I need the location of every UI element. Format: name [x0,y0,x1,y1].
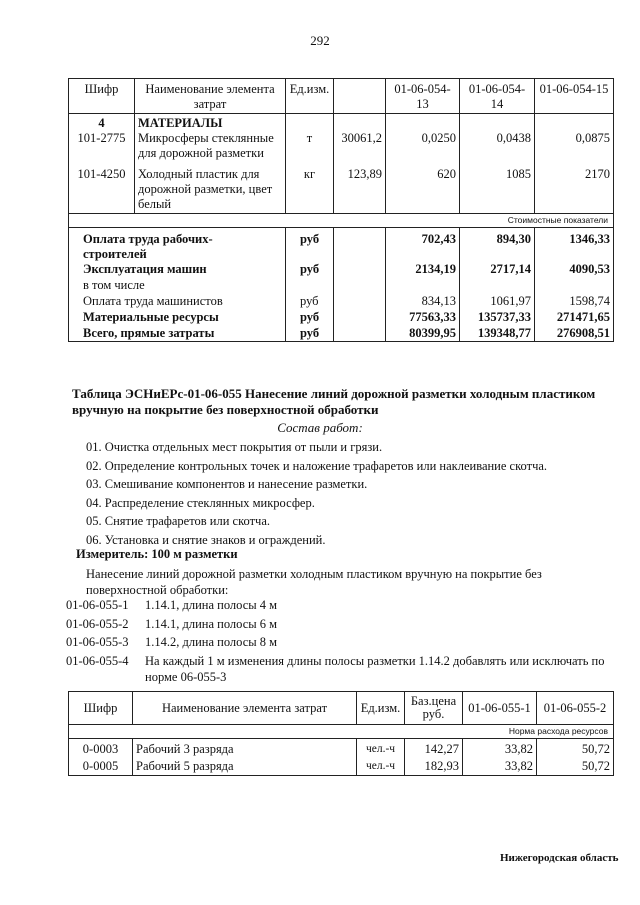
material-price: 30061,2 [341,131,382,145]
header-col-055-2: 01-06-055-2 [537,692,614,725]
section-title: Таблица ЭСНиЕРс-01-06-055 Нанесение линий дорожной разметки холодным пластиком вручную на покрытие без поверхностной обработки [72,386,596,417]
cost-value: 2134,19 [386,261,460,277]
cost-value: 80399,95 [386,325,460,342]
cost-empty [334,261,386,277]
work-step: 03. Смешивание компонентов и нанесение разметки. [86,477,368,491]
row-name: Рабочий 5 разряда [133,757,357,776]
material-value: 1085 [506,167,531,181]
row-value: 50,72 [537,757,614,776]
variant-text: 1.14.1, длина полосы 6 м [145,616,278,631]
cost-unit: руб [286,261,334,277]
cost-unit [286,277,334,293]
row-value: 33,82 [463,757,537,776]
work-step: 05. Снятие трафаретов или скотча. [86,514,271,528]
material-code: 101-4250 [77,167,126,181]
table-header-row [69,692,614,725]
material-name-line: белый [138,197,172,211]
cost-value [386,277,460,293]
header-unit: Ед.изм. [286,79,334,114]
header-name: Наименование элемента затрат [135,79,286,114]
cost-unit: руб [286,309,334,325]
material-value: 0,0875 [575,131,610,145]
cost-value: 702,43 [386,228,460,262]
cost-label-line: Оплата труда рабочих- [83,232,213,246]
header-col-054-14: 01-06-054-14 [460,79,535,114]
row-code: 0-0003 [69,739,133,758]
table-header-row [69,79,614,114]
col-054-15 [535,114,614,214]
cost-value: 77563,33 [386,309,460,325]
cost-empty [334,277,386,293]
materials-body [69,114,614,214]
row-value: 33,82 [463,739,537,758]
section-name: МАТЕРИАЛЫ [138,116,223,130]
cost-value: 1598,74 [535,293,614,309]
row-code: 0-0005 [69,757,133,776]
cost-empty [334,325,386,342]
material-unit: т [306,131,313,145]
code-column [69,114,135,214]
col-054-14 [460,114,535,214]
cost-row [69,228,614,262]
header-name: Наименование элемента затрат [133,692,357,725]
price-column [334,114,386,214]
cost-unit: руб [286,228,334,262]
variant-code: 01-06-055-3 [66,635,129,649]
variant-text: 1.14.2, длина полосы 8 м [145,635,278,649]
cost-row [69,277,614,293]
cost-empty [334,309,386,325]
section-code: 4 [98,116,105,130]
variant-item [66,597,626,613]
resource-table-054 [68,78,614,342]
cost-value: 2717,14 [460,261,535,277]
cost-label: Материальные ресурсы [69,309,286,325]
cost-row [69,309,614,325]
cost-value: 139348,77 [460,325,535,342]
variant-code: 01-06-055-1 [66,598,129,612]
norm-header-label: Норма расхода ресурсов [69,725,614,739]
cost-value: 135737,33 [460,309,535,325]
header-code: Шифр [69,692,133,725]
cost-label [69,228,286,262]
material-name-line: для дорожной разметки [138,146,264,160]
cost-empty [334,228,386,262]
cost-unit: руб [286,293,334,309]
cost-row [69,261,614,277]
cost-label: Эксплуатация машин [69,261,286,277]
cost-value [535,277,614,293]
composition-title: Состав работ: [277,420,363,435]
cost-label: Оплата труда машинистов [69,293,286,309]
unit-column [286,114,334,214]
header-base-price: Баз.цена руб. [405,692,463,725]
variants-list [66,597,626,687]
cost-value: 4090,53 [535,261,614,277]
cost-row-total [69,325,614,342]
cost-unit: руб [286,325,334,342]
page-number: 292 [310,33,330,48]
section-description: Нанесение линий дорожной разметки холодным пластиком вручную на покрытие без поверхностной обработки: [86,567,542,597]
material-value: 2170 [585,167,610,181]
cost-value: 276908,51 [535,325,614,342]
cost-row [69,293,614,309]
row-unit: чел.-ч [357,757,405,776]
col-054-13 [386,114,460,214]
work-step: 02. Определение контрольных точек и наложение трафаретов или наклеивание скотча. [86,458,548,473]
material-name-line: дорожной разметки, цвет [138,182,273,196]
material-price: 123,89 [347,167,382,181]
name-column [135,114,286,214]
variant-text: На каждый 1 м изменения длины полосы разметки 1.14.2 добавлять или исключать по норме 06-055-3 [145,653,605,684]
cost-value: 1061,97 [460,293,535,309]
header-col-054-15: 01-06-054-15 [535,79,614,114]
cost-value: 834,13 [386,293,460,309]
table-row [69,739,614,758]
material-value: 620 [437,167,456,181]
cost-header-label: Стоимостные показатели [69,214,614,228]
variant-code: 01-06-055-2 [66,616,129,631]
material-code: 101-2775 [77,131,126,145]
table-row [69,757,614,776]
header-col-055-1: 01-06-055-1 [463,692,537,725]
material-name-line: Микросферы стеклянные [138,131,274,145]
cost-value [460,277,535,293]
row-value: 50,72 [537,739,614,758]
cost-value: 271471,65 [535,309,614,325]
material-unit: кг [303,167,316,181]
footer-region: Нижегородская область [500,852,619,864]
material-value: 0,0438 [496,131,531,145]
work-step: 06. Установка и снятие знаков и ограждений. [86,532,326,547]
cost-label: Всего, прямые затраты [69,325,286,342]
cost-label: в том числе [69,277,286,293]
work-step: 04. Распределение стеклянных микросфер. [86,495,315,510]
cost-label-line: строителей [83,247,147,261]
header-unit: Ед.изм. [357,692,405,725]
work-steps-list [86,438,626,549]
header-code: Шифр [69,79,135,114]
row-price: 182,93 [405,757,463,776]
cost-header-row [69,214,614,228]
row-unit: чел.-ч [357,739,405,758]
variant-code: 01-06-055-4 [66,653,129,668]
material-value: 0,0250 [421,131,456,145]
variant-item [66,653,626,685]
cost-value: 894,30 [460,228,535,262]
work-step: 01. Очистка отдельных мест покрытия от пыли и грязи. [86,440,383,454]
norm-header-row [69,725,614,739]
row-price: 142,27 [405,739,463,758]
row-name: Рабочий 3 разряда [133,739,357,758]
cost-empty [334,293,386,309]
measurement-unit: Измеритель: 100 м разметки [76,547,238,561]
variant-text: 1.14.1, длина полосы 4 м [145,598,278,612]
cost-value: 1346,33 [535,228,614,262]
material-name-line: Холодный пластик для [138,167,260,181]
variant-item [66,616,626,632]
resource-table-055 [68,691,614,776]
variant-item [66,634,626,650]
header-price [334,79,386,114]
header-col-054-13: 01-06-054-13 [386,79,460,114]
